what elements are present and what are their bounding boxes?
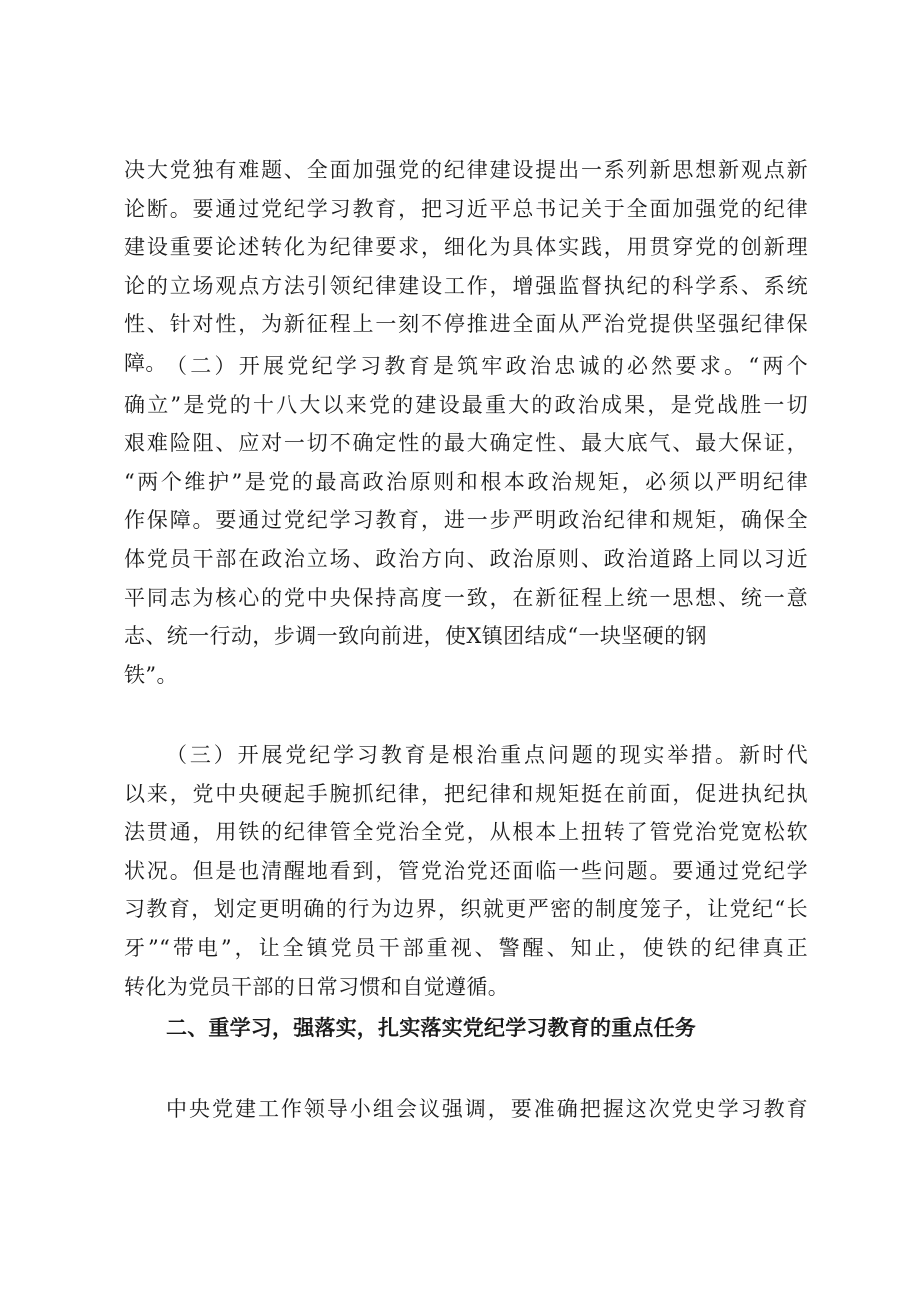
- paragraph-line: 转化为党员干部的日常习惯和自觉遵循。: [124, 974, 510, 999]
- paragraph-line: 体党员干部在政治立场、政治方向、政治原则、政治道路上同以习近: [124, 546, 808, 571]
- paragraph-line: 决大党独有难题、全面加强党的纪律建设提出一系列新思想新观点新: [124, 158, 808, 182]
- paragraph-line: 建设重要论述转化为纪律要求，细化为具体实践，用贯穿党的创新理: [124, 235, 808, 260]
- paragraph-line: （三）开展党纪学习教育是根治重点问题的现实举措。新时代: [166, 743, 808, 767]
- paragraph-line: 确立”是党的十八大以来党的建设最重大的政治成果，是党战胜一切: [124, 392, 808, 417]
- paragraph-line: 法贯通，用铁的纪律管全党治全党，从根本上扭转了管党治党宽松软: [124, 820, 808, 845]
- paragraph-3: [124, 736, 808, 1006]
- paragraph-line: 状况。但是也清醒地看到，管党治党还面临一些问题。要通过党纪学: [124, 858, 808, 883]
- paragraph-line: 志、统一行动，步调一致向前进，使X镇团结成“一块坚硬的钢: [124, 624, 707, 649]
- paragraph-line: “两个维护”是党的最高政治原则和根本政治规矩，必须以严明纪律: [124, 469, 808, 494]
- paragraph-line: 论断。要通过党纪学习教育，把习近平总书记关于全面加强党的纪律: [124, 196, 808, 221]
- paragraph-line: 牙”“带电”，让全镇党员干部重视、警醒、知止，使铁的纪律真正: [124, 935, 808, 960]
- section-heading-2: 二、重学习，强落实，扎实落实党纪学习教育的重点任务: [166, 1016, 696, 1040]
- paragraph-line: 以来，党中央硬起手腕抓纪律，把纪律和规矩挺在前面，促进执纪执: [124, 781, 808, 806]
- paragraph-line: 作保障。要通过党纪学习教育，进一步严明政治纪律和规矩，确保全: [124, 508, 808, 533]
- paragraph-line: 障。: [124, 350, 167, 375]
- paragraph-line: 艰难险阻、应对一切不确定性的最大确定性、最大底气、最大保证，: [124, 431, 808, 456]
- paragraph-line: 平同志为核心的党中央保持高度一致，在新征程上统一思想、统一意: [124, 585, 808, 610]
- paragraph-line: 性、针对性，为新征程上一刻不停推进全面从严治党提供坚强纪律保: [124, 312, 808, 337]
- paragraph-line: 论的立场观点方法引领纪律建设工作，增强监督执纪的科学系、系统: [124, 273, 808, 298]
- paragraph-4-line: 中央党建工作领导小组会议强调，要准确把握这次党史学习教育: [166, 1097, 808, 1121]
- paragraph-line: 习教育，划定更明确的行为边界，织就更严密的制度笼子，让党纪“长: [124, 897, 808, 922]
- paragraph-line: 铁”。: [124, 662, 178, 687]
- paragraph-2: [124, 347, 808, 694]
- paragraph-line: （二）开展党纪学习教育是筑牢政治忠诚的必然要求。“两个: [166, 354, 808, 378]
